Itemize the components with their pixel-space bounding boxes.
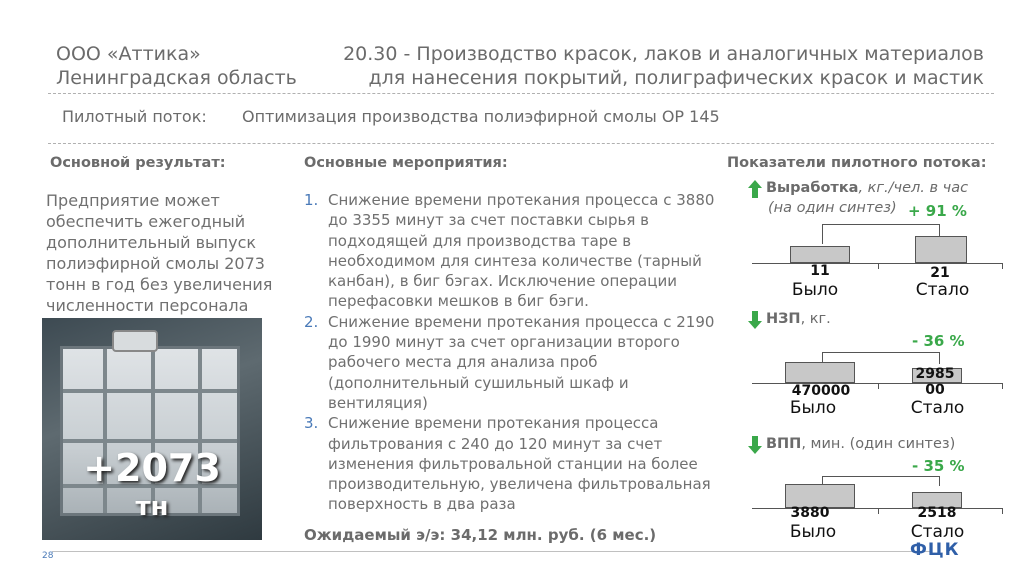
arrow-up-icon — [748, 180, 762, 198]
measure-text: Снижение времени протекания процесса фильтрования с 240 до 120 минут за счет изменения фильтровальной станции на более производительную, увеличена фильтровальная поверхность в два раза — [328, 414, 711, 514]
industry-code-line1: 20.30 - Производство красок, лаков и аналогичных материалов — [343, 43, 984, 65]
measures-title: Основные мероприятия: — [304, 155, 508, 171]
pilot-divider — [48, 143, 994, 144]
photo-unit: тн — [135, 492, 169, 522]
wip-unit: , кг. — [800, 311, 831, 327]
pilot-label: Пилотный поток: — [62, 107, 207, 126]
result-title: Основной результат: — [50, 155, 226, 171]
wip-change: - 36 % — [912, 332, 965, 350]
measures-list — [304, 190, 724, 515]
ibc-tank-image — [60, 346, 240, 516]
output-bar-after — [915, 236, 967, 263]
indicators-title: Показатели пилотного потока: — [727, 155, 987, 171]
output-axis — [752, 263, 1002, 264]
tank-cap-image — [112, 330, 158, 352]
lead-label-after: Стало — [910, 522, 965, 542]
lead-value-before: 3880 — [790, 505, 830, 521]
measure-text: Снижение времени протекания процесса с 3880 до 3355 минут за счет поставки сырья в подходящей для производства таре в необходимом для синтеза количестве (тарный канбан), в биг бэгах. Исключение операции перефасовки мешков в биг бэги. — [328, 191, 715, 311]
lead-indicator-title — [766, 436, 955, 452]
measure-number: 2. — [304, 312, 319, 331]
photo-big-number: +2073 — [83, 446, 221, 490]
output-unit: , кг./чел. в час — [858, 180, 969, 196]
output-change: + 91 % — [908, 202, 967, 220]
output-value-before: 11 — [810, 263, 830, 279]
output-indicator-title — [766, 180, 968, 196]
industry-code-line2: для нанесения покрытий, полиграфических красок и мастик — [368, 67, 984, 89]
arrow-down-icon — [748, 311, 762, 329]
lead-value-after: 2518 — [917, 505, 957, 521]
arrow-down-icon — [748, 436, 762, 454]
wip-value-after: 2985 00 — [915, 366, 955, 398]
measure-number: 3. — [304, 414, 319, 433]
measure-item — [304, 413, 724, 514]
container-photo — [42, 318, 262, 540]
output-name: Выработка — [766, 180, 859, 196]
wip-name: НЗП — [766, 311, 801, 327]
lead-change: - 35 % — [912, 457, 965, 475]
wip-label-before: Было — [789, 398, 837, 418]
output-subtitle: (на один синтез) — [768, 200, 897, 216]
measure-item — [304, 312, 724, 413]
page-number: 28 — [42, 551, 54, 561]
expected-effect: Ожидаемый э/э: 34,12 млн. руб. (6 мес.) — [304, 526, 657, 544]
header-divider — [48, 93, 994, 94]
lead-name: ВПП — [766, 436, 802, 452]
output-label-after: Стало — [915, 280, 970, 300]
pilot-stream — [62, 107, 720, 126]
company-region: Ленинградская область — [56, 67, 297, 89]
measure-item — [304, 190, 724, 312]
output-bar-before — [790, 246, 850, 263]
output-value-after: 21 — [930, 265, 950, 281]
lead-label-before: Было — [789, 522, 837, 542]
wip-label-after: Стало — [910, 398, 965, 418]
lead-unit: , мин. (один синтез) — [801, 436, 956, 452]
industry-code-block — [343, 42, 984, 90]
measure-text: Снижение времени протекания процесса с 2190 до 1990 минут за счет организации второго рабочего места для анализа проб (дополнительный сушильный шкаф и вентиляция) — [328, 312, 715, 412]
company-block — [56, 42, 297, 90]
output-label-before: Было — [791, 280, 839, 300]
pilot-value: Оптимизация производства полиэфирной смолы ОР 145 — [242, 107, 720, 126]
footer-divider — [52, 551, 932, 552]
measure-number: 1. — [304, 191, 319, 209]
wip-value-before: 470000 — [791, 383, 851, 399]
wip-bar-before — [785, 362, 855, 383]
company-name: ООО «Аттика» — [56, 43, 201, 65]
fck-logo: ФЦК — [910, 540, 960, 560]
result-text: Предприятие может обеспечить ежегодный дополнительный выпуск полиэфирной смолы 2073 тонн в год без увеличения численности персонала — [46, 191, 273, 315]
wip-indicator-title — [766, 311, 831, 327]
